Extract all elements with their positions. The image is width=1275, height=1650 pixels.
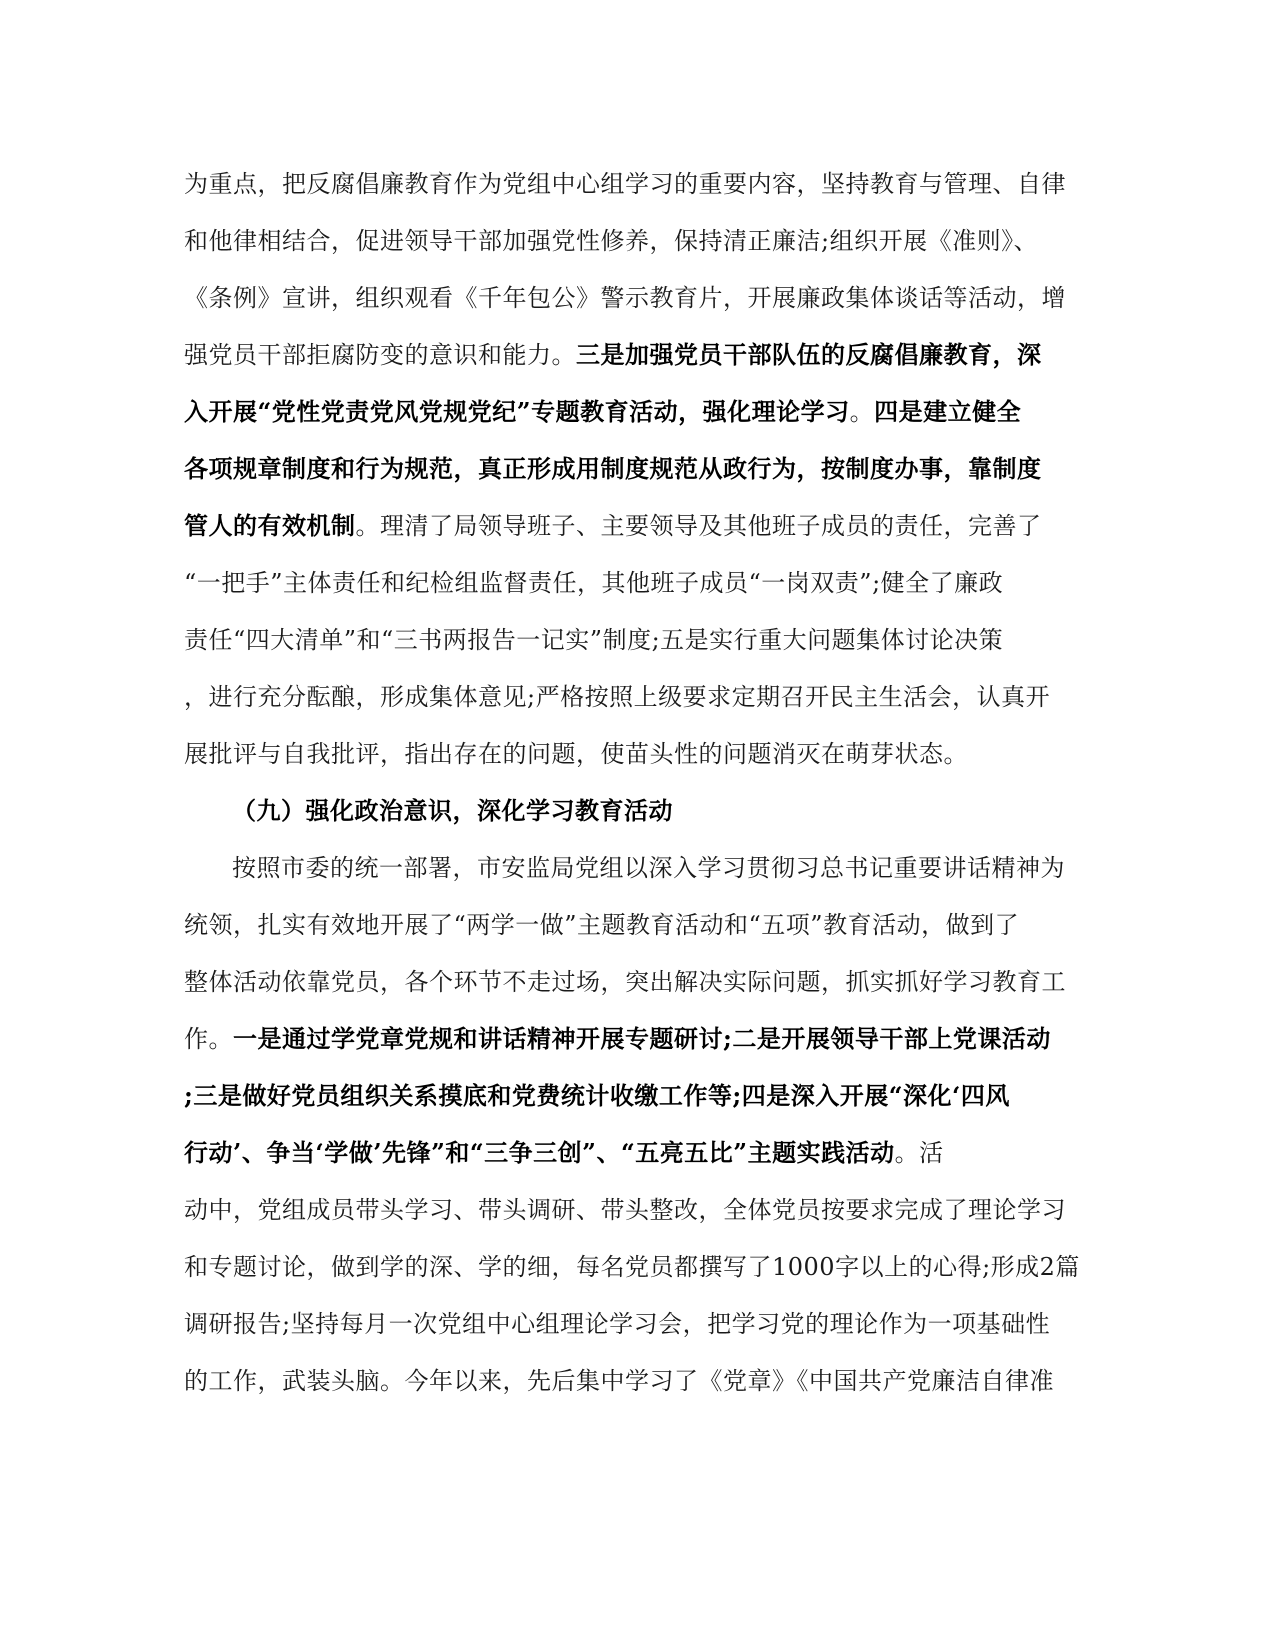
text-line: ，进行充分酝酿，形成集体意见;严格按照上级要求定期召开民主生活会，认真开 [184, 683, 1051, 711]
bold-text: 行动’、争当‘学做’先锋”和“三争三创”、“五亮五比”主题实践活动 [184, 1138, 895, 1167]
text-line: “一把手”主体责任和纪检组监督责任，其他班子成员“一岗双责”;健全了廉政 [184, 569, 1004, 597]
text-line: 管人的有效机制。理清了局领导班子、主要领导及其他班子成员的责任，完善了 [184, 511, 1042, 540]
section-heading: （九）强化政治意识，深化学习教育活动 [232, 796, 673, 825]
text-line: 强党员干部拒腐防变的意识和能力。三是加强党员干部队伍的反腐倡廉教育，深 [184, 340, 1042, 369]
text-line: 调研报告;坚持每月一次党组中心组理论学习会，把学习党的理论作为一项基础性 [184, 1310, 1051, 1338]
text-line: 作。一是通过学党章党规和讲话精神开展专题研讨;二是开展领导干部上党课活动 [184, 1024, 1051, 1053]
bold-text: 入开展“党性党责党风党规党纪”专题教育活动，强化理论学习 [184, 397, 850, 426]
text-line: 和专题讨论，做到学的深、学的细，每名党员都撰写了1000字以上的心得;形成2篇 [184, 1253, 1080, 1281]
bold-text: 各项规章制度和行为规范，真正形成用制度规范从政行为，按制度办事，靠制度 [184, 454, 1042, 483]
text-line: 和他律相结合，促进领导干部加强党性修养，保持清正廉洁;组织开展《准则》、 [184, 227, 1039, 255]
text-line: 责任“四大清单”和“三书两报告一记实”制度;五是实行重大问题集体讨论决策 [184, 626, 1004, 654]
bold-text: 管人的有效机制 [184, 511, 356, 540]
text-line: 行动’、争当‘学做’先锋”和“三争三创”、“五亮五比”主题实践活动。活 [184, 1138, 944, 1167]
text-line: 的工作，武装头脑。今年以来，先后集中学习了《党章》《中国共产党廉洁自律准 [184, 1367, 1054, 1395]
text-line: 为重点，把反腐倡廉教育作为党组中心组学习的重要内容，坚持教育与管理、自律 [184, 170, 1066, 198]
bold-text: 三是加强党员干部队伍的反腐倡廉教育，深 [576, 340, 1042, 369]
text-line: 展批评与自我批评，指出存在的问题，使苗头性的问题消灭在萌芽状态。 [184, 740, 968, 768]
text-line: 动中，党组成员带头学习、带头调研、带头整改，全体党员按要求完成了理论学习 [184, 1196, 1066, 1224]
bold-text: 四是建立健全 [874, 397, 1022, 426]
text-line: 入开展“党性党责党风党规党纪”专题教育活动，强化理论学习。四是建立健全 [184, 397, 1022, 426]
text-line: 统领，扎实有效地开展了“两学一做”主题教育活动和“五项”教育活动，做到了 [184, 911, 1020, 939]
bold-text: ;三是做好党员组织关系摸底和党费统计收缴工作等;四是深入开展“深化‘四风 [184, 1081, 1010, 1110]
text-line [184, 1076, 1010, 1116]
text-line: 整体活动依靠党员，各个环节不走过场，突出解决实际问题，抓实抓好学习教育工 [184, 968, 1066, 996]
text-line: 按照市委的统一部署，市安监局党组以深入学习贯彻习总书记重要讲话精神为 [232, 854, 1065, 882]
bold-text: 一是通过学党章党规和讲话精神开展专题研讨;二是开展领导干部上党课活动 [233, 1024, 1051, 1053]
text-line [184, 449, 1042, 489]
text-line: 《条例》宣讲，组织观看《千年包公》警示教育片，开展廉政集体谈话等活动，增 [184, 284, 1066, 312]
